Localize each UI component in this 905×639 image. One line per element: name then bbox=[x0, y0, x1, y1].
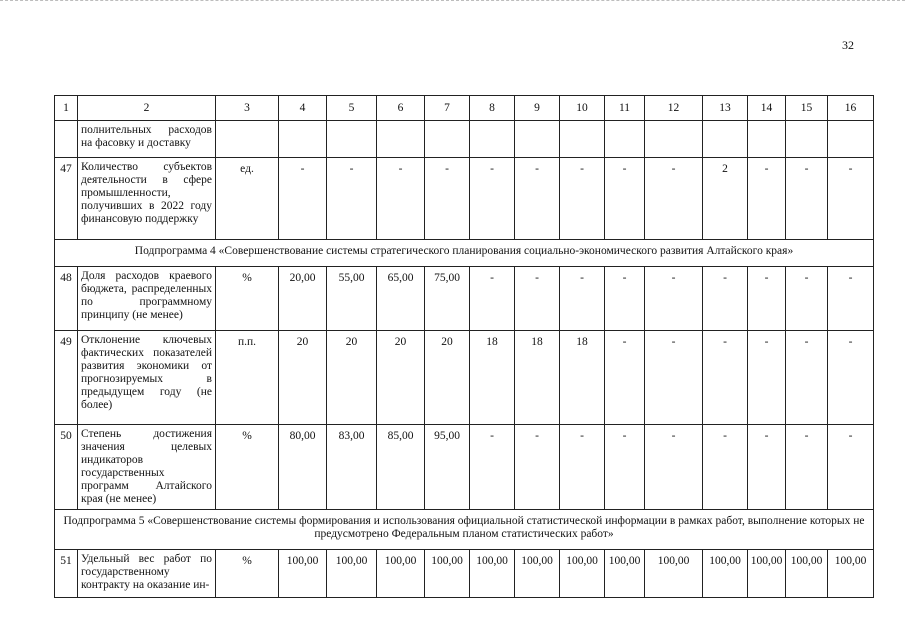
row-number-cell: 48 bbox=[55, 267, 78, 331]
value-cell: - bbox=[828, 158, 874, 240]
value-cell: - bbox=[703, 331, 748, 425]
header-cell: 3 bbox=[216, 96, 279, 121]
value-cell bbox=[377, 121, 425, 158]
value-cell: - bbox=[327, 158, 377, 240]
subprogram-row bbox=[55, 240, 874, 267]
value-cell: - bbox=[515, 425, 560, 510]
header-cell: 4 bbox=[279, 96, 327, 121]
value-cell: 100,00 bbox=[560, 550, 605, 598]
value-cell: 2 bbox=[703, 158, 748, 240]
indicator-name-cell: полнительных расходов на фасовку и доставку bbox=[78, 121, 216, 158]
row-number-cell: 47 bbox=[55, 158, 78, 240]
header-cell: 8 bbox=[470, 96, 515, 121]
value-cell: - bbox=[605, 158, 645, 240]
value-cell bbox=[425, 121, 470, 158]
value-cell: - bbox=[703, 267, 748, 331]
value-cell: - bbox=[515, 267, 560, 331]
page-number: 32 bbox=[842, 38, 854, 52]
unit-cell: % bbox=[216, 550, 279, 598]
unit-cell: п.п. bbox=[216, 331, 279, 425]
subprogram-5-title: Подпрограмма 5 «Совершенствование системы формирования и использования официальной статистической информации в рамках работ, выполнение которых не предусмотрено Федеральным планом статистических работ» bbox=[55, 510, 874, 550]
value-cell: - bbox=[605, 425, 645, 510]
value-cell: 80,00 bbox=[279, 425, 327, 510]
value-cell: 20,00 bbox=[279, 267, 327, 331]
header-cell: 1 bbox=[55, 96, 78, 121]
indicator-name-cell: Отклонение ключевых фактических показателей развития экономики от прогнозируемых в предыдущем году (не более) bbox=[78, 331, 216, 425]
scan-edge-artifact bbox=[0, 0, 905, 7]
value-cell: 83,00 bbox=[327, 425, 377, 510]
header-cell: 14 bbox=[748, 96, 786, 121]
value-cell: 100,00 bbox=[828, 550, 874, 598]
value-cell: 100,00 bbox=[470, 550, 515, 598]
value-cell: 100,00 bbox=[279, 550, 327, 598]
header-cell: 10 bbox=[560, 96, 605, 121]
value-cell: - bbox=[515, 158, 560, 240]
value-cell: - bbox=[377, 158, 425, 240]
value-cell: 18 bbox=[515, 331, 560, 425]
indicators-table bbox=[54, 95, 874, 598]
indicator-name-cell: Доля расходов краевого бюджета, распределенных по программному принципу (не менее) bbox=[78, 267, 216, 331]
table-row bbox=[55, 550, 874, 598]
value-cell: - bbox=[645, 267, 703, 331]
table-row bbox=[55, 425, 874, 510]
indicator-name-cell: Количество субъектов деятельности в сфере промышленности, получивших в 2022 году финансовую поддержку bbox=[78, 158, 216, 240]
header-cell: 9 bbox=[515, 96, 560, 121]
value-cell: 95,00 bbox=[425, 425, 470, 510]
header-cell: 13 bbox=[703, 96, 748, 121]
value-cell: - bbox=[828, 425, 874, 510]
value-cell bbox=[828, 121, 874, 158]
value-cell: 100,00 bbox=[425, 550, 470, 598]
value-cell: 55,00 bbox=[327, 267, 377, 331]
value-cell: 100,00 bbox=[605, 550, 645, 598]
row-number-cell: 50 bbox=[55, 425, 78, 510]
indicator-name-cell: Удельный вес работ по государственному контракту на оказание ин- bbox=[78, 550, 216, 598]
value-cell: - bbox=[645, 425, 703, 510]
value-cell: - bbox=[786, 158, 828, 240]
table-row bbox=[55, 121, 874, 158]
subprogram-4-title: Подпрограмма 4 «Совершенствование системы стратегического планирования социально-экономического развития Алтайского края» bbox=[55, 240, 874, 267]
value-cell: - bbox=[828, 331, 874, 425]
value-cell: - bbox=[645, 158, 703, 240]
value-cell: - bbox=[828, 267, 874, 331]
subprogram-row bbox=[55, 510, 874, 550]
value-cell: - bbox=[560, 425, 605, 510]
header-cell: 11 bbox=[605, 96, 645, 121]
value-cell: 85,00 bbox=[377, 425, 425, 510]
value-cell: - bbox=[470, 425, 515, 510]
value-cell: - bbox=[560, 158, 605, 240]
value-cell: 100,00 bbox=[748, 550, 786, 598]
value-cell: - bbox=[605, 267, 645, 331]
value-cell bbox=[515, 121, 560, 158]
value-cell: - bbox=[786, 267, 828, 331]
value-cell: - bbox=[748, 331, 786, 425]
value-cell bbox=[786, 121, 828, 158]
value-cell: - bbox=[425, 158, 470, 240]
value-cell: - bbox=[786, 425, 828, 510]
value-cell: 18 bbox=[560, 331, 605, 425]
value-cell bbox=[327, 121, 377, 158]
value-cell: - bbox=[470, 158, 515, 240]
value-cell bbox=[470, 121, 515, 158]
header-cell: 5 bbox=[327, 96, 377, 121]
value-cell bbox=[748, 121, 786, 158]
value-cell: - bbox=[645, 331, 703, 425]
table-row bbox=[55, 158, 874, 240]
unit-cell bbox=[216, 121, 279, 158]
value-cell bbox=[605, 121, 645, 158]
value-cell: 100,00 bbox=[703, 550, 748, 598]
value-cell: 100,00 bbox=[327, 550, 377, 598]
value-cell: 20 bbox=[425, 331, 470, 425]
value-cell bbox=[703, 121, 748, 158]
row-number-cell: 49 bbox=[55, 331, 78, 425]
value-cell: 100,00 bbox=[377, 550, 425, 598]
header-cell: 15 bbox=[786, 96, 828, 121]
value-cell: - bbox=[703, 425, 748, 510]
value-cell: - bbox=[470, 267, 515, 331]
header-cell: 12 bbox=[645, 96, 703, 121]
value-cell: 100,00 bbox=[645, 550, 703, 598]
value-cell: 20 bbox=[327, 331, 377, 425]
value-cell: 100,00 bbox=[786, 550, 828, 598]
unit-cell: ед. bbox=[216, 158, 279, 240]
value-cell: - bbox=[748, 158, 786, 240]
table-row bbox=[55, 331, 874, 425]
value-cell: 75,00 bbox=[425, 267, 470, 331]
row-number-cell: 51 bbox=[55, 550, 78, 598]
table-row bbox=[55, 267, 874, 331]
value-cell bbox=[560, 121, 605, 158]
value-cell: - bbox=[786, 331, 828, 425]
header-cell: 6 bbox=[377, 96, 425, 121]
value-cell bbox=[279, 121, 327, 158]
value-cell: 100,00 bbox=[515, 550, 560, 598]
header-row bbox=[55, 96, 874, 121]
header-cell: 7 bbox=[425, 96, 470, 121]
value-cell: 20 bbox=[279, 331, 327, 425]
indicator-name-cell: Степень достижения значения целевых индикаторов государственных программ Алтайского края (не менее) bbox=[78, 425, 216, 510]
value-cell: 18 bbox=[470, 331, 515, 425]
unit-cell: % bbox=[216, 425, 279, 510]
unit-cell: % bbox=[216, 267, 279, 331]
value-cell bbox=[645, 121, 703, 158]
header-cell: 16 bbox=[828, 96, 874, 121]
value-cell: - bbox=[560, 267, 605, 331]
value-cell: - bbox=[279, 158, 327, 240]
header-cell: 2 bbox=[78, 96, 216, 121]
value-cell: - bbox=[605, 331, 645, 425]
row-number-cell bbox=[55, 121, 78, 158]
value-cell: 65,00 bbox=[377, 267, 425, 331]
value-cell: - bbox=[748, 425, 786, 510]
value-cell: - bbox=[748, 267, 786, 331]
value-cell: 20 bbox=[377, 331, 425, 425]
